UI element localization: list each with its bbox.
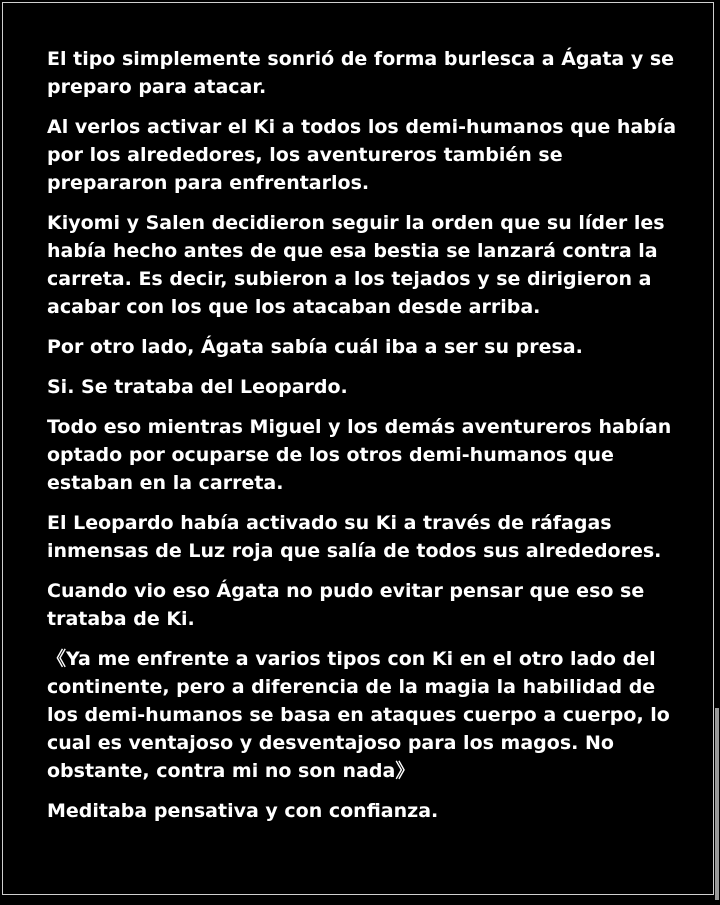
paragraph: Cuando vio eso Ágata no pudo evitar pensar que eso se trataba de Ki. [47,580,645,630]
paragraph: Al verlos activar el Ki a todos los demi-humanos que había por los alrededores, los aventureros también se prepararon para enfrentarlos. [47,116,677,194]
paragraph: Todo eso mientras Miguel y los demás aventureros habían optado por ocuparse de los otros demi-humanos que estaban en la carreta. [47,416,672,494]
paragraph: Si. Se trataba del Leopardo. [47,376,348,398]
document-page [2,2,714,895]
scrollbar[interactable] [714,0,720,905]
document-body [47,45,679,837]
scrollbar-thumb[interactable] [715,708,719,900]
paragraph-quote: 《Ya me enfrente a varios tipos con Ki en el otro lado del continente, pero a diferencia de la magia la habilidad de los demi-humanos se basa en ataques cuerpo a cuerpo, lo cual es ventajoso y desventajoso para los magos. No obstante, contra mi no son nada》 [47,648,670,782]
paragraph: Meditaba pensativa y con confianza. [47,800,439,822]
paragraph: El Leopardo había activado su Ki a través de ráfagas inmensas de Luz roja que salía de todos sus alrededores. [47,512,662,562]
paragraph: Kiyomi y Salen decidieron seguir la orden que su líder les había hecho antes de que esa bestia se lanzará contra la carreta. Es decir, subieron a los tejados y se dirigieron a acabar con los que los atacaban desde arriba. [47,212,665,318]
paragraph: El tipo simplemente sonrió de forma burlesca a Ágata y se preparo para atacar. [47,48,675,98]
paragraph: Por otro lado, Ágata sabía cuál iba a ser su presa. [47,336,583,358]
